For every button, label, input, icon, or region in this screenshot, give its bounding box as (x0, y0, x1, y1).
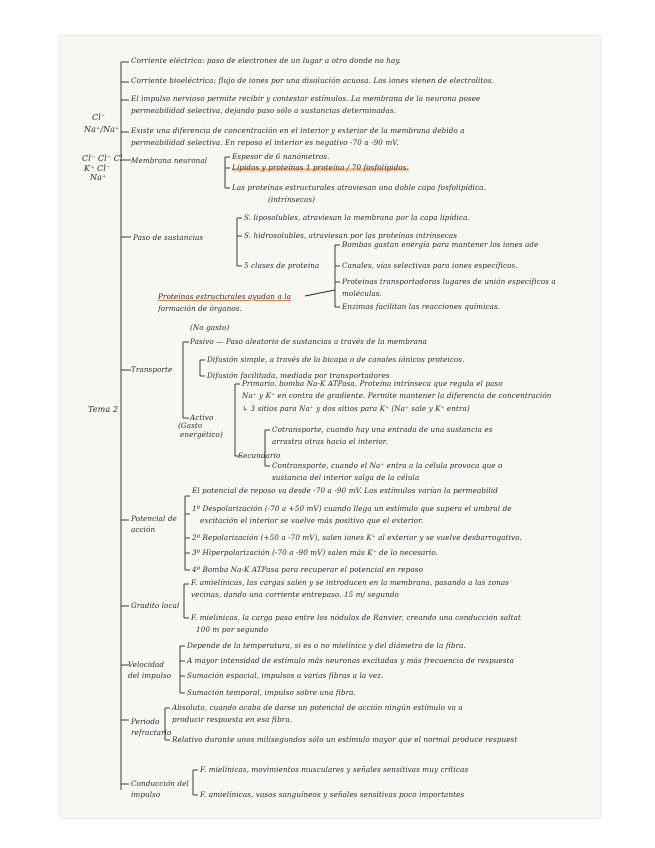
intro-line: permeabilidad selectiva. En reposo el interior es negativo -70 a -90 mV. (131, 138, 399, 147)
primario-line: Primario. bomba Na-K ATPasa. Proteína intrínseca que regula el paso (242, 379, 503, 388)
proteina-item: moléculas. (342, 289, 382, 298)
pasivo-line: Pasivo — Paso aleatorio de sustancias a través de la membrana (190, 337, 427, 346)
refractario-item: Relativo durante unos milisegundos sólo un estímulo mayor que el normal produce respuest (172, 735, 518, 744)
paso-item: S. hidrosolubles, atraviesan por las proteínas intrínsecas (244, 231, 458, 240)
velocidad-item: Sumación temporal, impulso sobre una fibra. (187, 688, 356, 697)
membrana-item: (intrínsecas) (268, 195, 316, 204)
proteina-item: Enzimas facilitan las reacciones químicas. (342, 302, 501, 311)
section-label: Transporte (131, 365, 173, 374)
section-label: Potencial de (131, 514, 177, 523)
estructurales-note: formación de órganos. (158, 304, 242, 313)
graduado-item: 100 m por segundo (196, 625, 269, 634)
section-label: refractario (131, 728, 172, 737)
section-label: acción (131, 525, 156, 534)
proteina-item: Canales, vías selectivas para iones específicos. (342, 261, 518, 270)
ion-label: Na⁺/Na⁺ (84, 125, 120, 134)
pasivo-item: Difusión facilitada, mediada por transportadores (207, 371, 390, 380)
graduado-item: F. amielínicas, las cargas salen y se introducen en la membrana, pasando a las zonas (191, 578, 510, 587)
membrana-item: Espesor de 6 nanómetros. (232, 152, 330, 161)
ion-label: Na⁺ (90, 173, 107, 182)
estructurales-note: Proteínas estructurales ayudan a la (158, 292, 292, 301)
velocidad-item: Depende de la temperatura, si es o no mielínica y del diámetro de la fibra. (187, 641, 466, 650)
secundario-item: arrastra otras hacia el interior. (272, 437, 388, 446)
section-label: del impulso (128, 671, 172, 680)
secundario-item: Cotransporte, cuando hay una entrada de una sustancia es (272, 425, 493, 434)
note: (No gasto) (190, 323, 230, 332)
intro-line: El impulso nervioso permite recibir y contestar estímulos. La membrana de la neurona posee (131, 94, 481, 103)
section-label: impulso (131, 790, 161, 799)
conduccion-item: F. mielínicas, movimientos musculares y señales sensitivas muy críticas (200, 765, 469, 774)
ion-label: Cl⁻ (92, 113, 106, 122)
graduado-item: F. mielínicas, la carga pasa entre los nódulos de Ranvier, creando una conducción saltat (191, 613, 522, 622)
section-label: Velocidad (128, 660, 165, 669)
intro-line: Existe una diferencia de concentración en el interior y exterior de la membrana debido a (131, 126, 465, 135)
primario-line: ↳ 3 sitios para Na⁺ y dos sitios para K⁺ (Na⁺ sale y K⁺ entra) (242, 404, 470, 413)
secundario-item: Contransporte, cuando el Na⁺ entra a la célula provoca que o (272, 461, 503, 470)
topic-title: Tema 2 (88, 405, 119, 414)
membrana-item: Lípidos y proteínas 1 proteína / 70 fosfolípidos. (232, 163, 409, 172)
intro-line: Corriente eléctrica: paso de electrones de un lugar a otro donde no hay. (131, 56, 401, 65)
section-label: Conducción del (131, 779, 189, 788)
intro-line: Corriente bioeléctrica: flujo de iones por una disolución acuosa. Los iones vienen de electrolitos. (131, 76, 495, 85)
secundario-label: Secundario (238, 451, 281, 460)
graduado-item: vecinas, dando una corriente entrepaso. 15 m/ segundo (191, 590, 399, 599)
accion-item: 3º Hiperpolarización (-70 a -90 mV) salen más K⁺ de lo necesario. (192, 548, 439, 557)
primario-line: Na⁺ y K⁺ en contra de gradiente. Permite mantener la diferencia de concentración (242, 391, 552, 400)
section-label: Membrana neuronal (131, 156, 208, 165)
accion-item: El potencial de reposo va desde -70 a -90 mV. Los estímulos varían la permeabilid (192, 486, 498, 495)
refractario-item: producir respuesta en esa fibra. (172, 715, 293, 724)
pasivo-item: Difusión simple, a través de la bicapa o de canales iónicos proteicos. (207, 355, 465, 364)
refractario-item: Absoluto, cuando acaba de darse un potencial de acción ningún estímulo va a (172, 703, 463, 712)
proteina-item: Proteínas transportadoras lugares de unión específicos a (342, 277, 556, 286)
note: (Gasto (178, 421, 203, 430)
velocidad-item: Sumación espacial, impulsos a varias fibras a la vez. (187, 671, 384, 680)
intro-line: permeabilidad selectiva, dejando paso sólo a sustancias determinadas. (131, 106, 397, 115)
ion-label: Cl⁻ Cl⁻ Cl (82, 154, 123, 163)
accion-item: 4º Bomba Na-K ATPasa para recuperar el potencial en reposo (192, 565, 423, 574)
proteina-item: Bombas gastan energía para mantener los iones ade (342, 240, 539, 249)
section-label: Paso de sustancias (133, 233, 204, 242)
paso-item: S. liposolubles, atraviesan la membrana por la capa lipídica. (244, 213, 470, 222)
accion-item: 1º Despolarización (-70 a +50 mV) cuando llega un estímulo que supera el umbral de (192, 504, 512, 513)
proteina-label: 5 clases de proteína (244, 261, 320, 270)
section-label: Periodo (131, 717, 160, 726)
conduccion-item: F. amielínicas, vasos sanguíneos y señales sensitivas poco importantes (200, 790, 465, 799)
velocidad-item: A mayor intensidad de estímulo más neuronas excitadas y más frecuencia de respuesta (187, 656, 515, 665)
membrana-item: Las proteínas estructurales atraviesan una doble capa fosfolipídica. (232, 183, 486, 192)
activo-label: Activo (190, 413, 214, 422)
section-label: Gradito local (131, 601, 180, 610)
note: energético) (180, 430, 223, 439)
accion-item: excitación el interior se vuelve más positivo que el exterior. (200, 516, 424, 525)
secundario-item: sustancia del interior salga de la célula (272, 473, 420, 482)
ion-label: K⁺ Cl⁻ (84, 164, 111, 173)
accion-item: 2º Repolarización (+50 a -70 mV), salen iones K⁺ al exterior y se vuelve desbarrogativo. (192, 533, 522, 542)
